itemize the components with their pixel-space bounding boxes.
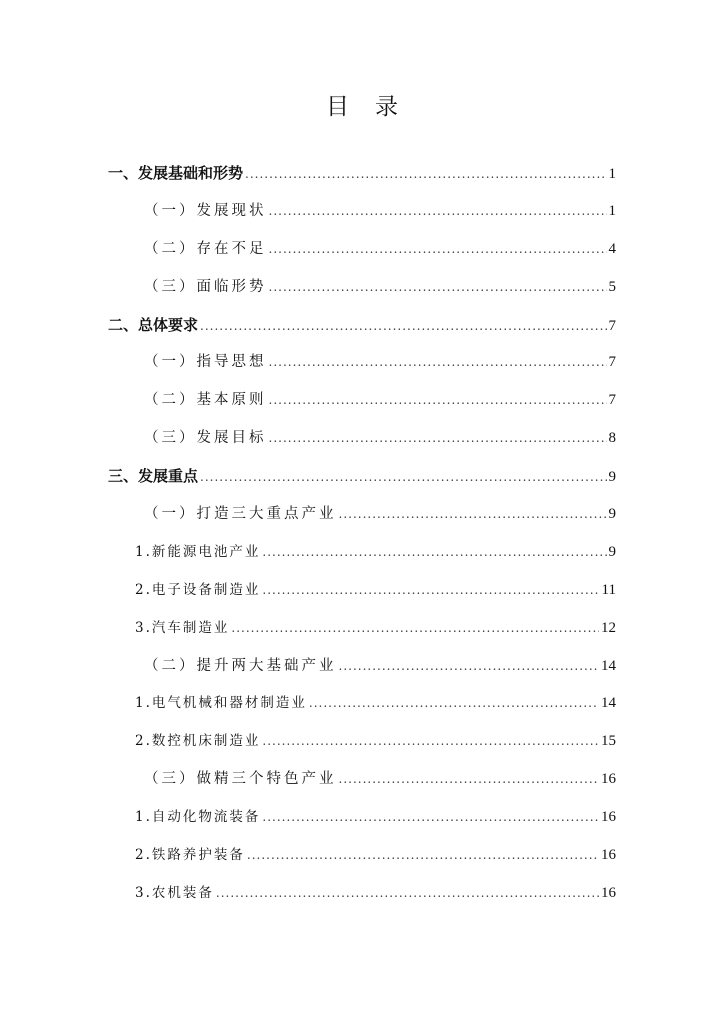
toc-entry[interactable] <box>108 231 616 269</box>
toc-entry[interactable] <box>108 610 616 648</box>
toc-entry-label: 2.数控机床制造业 <box>135 733 261 750</box>
dot-leader <box>262 572 599 610</box>
dot-leader <box>247 837 599 875</box>
toc-entry-label: 三、发展重点 <box>108 467 199 486</box>
toc-entry-page: 16 <box>601 771 616 788</box>
toc-entry[interactable] <box>108 761 616 799</box>
toc-entry-page: 1 <box>608 166 616 182</box>
dot-leader <box>269 269 607 307</box>
toc-entry[interactable] <box>108 496 616 534</box>
toc-entry[interactable] <box>108 685 616 723</box>
toc-entry-label: 二、总体要求 <box>108 315 199 334</box>
toc-entry-label: 2.铁路养护装备 <box>135 847 245 864</box>
toc-entry-page: 9 <box>608 543 616 560</box>
toc-entry-label: 3.农机装备 <box>135 884 214 901</box>
toc-entry[interactable] <box>108 572 616 610</box>
toc-entry[interactable] <box>108 837 616 875</box>
dot-leader <box>269 382 607 420</box>
toc-entry[interactable] <box>108 382 616 420</box>
toc-entry-label: 一、发展基础和形势 <box>108 164 244 182</box>
toc-entry[interactable] <box>108 269 616 307</box>
toc-entry[interactable] <box>108 723 616 761</box>
dot-leader <box>216 875 599 913</box>
toc-entry[interactable] <box>108 534 616 572</box>
dot-leader <box>309 685 599 723</box>
dot-leader <box>231 610 599 648</box>
toc-entry-page: 8 <box>608 430 616 447</box>
toc-entry-label: 1.自动化物流装备 <box>135 809 261 826</box>
toc-entry-label: （一）打造三大重点产业 <box>144 506 337 523</box>
dot-leader <box>245 156 606 194</box>
toc-entry-label: 3.汽车制造业 <box>135 619 230 636</box>
toc-entry-label: （一）指导思想 <box>144 354 267 371</box>
dot-leader <box>200 308 606 346</box>
dot-leader <box>200 459 606 497</box>
toc-entry-label: 1.新能源电池产业 <box>135 543 261 560</box>
toc-entry-page: 14 <box>601 695 616 712</box>
dot-leader <box>339 496 607 534</box>
dot-leader <box>269 193 607 231</box>
toc-entry-page: 15 <box>601 733 616 750</box>
toc-entry-page: 1 <box>608 202 616 219</box>
dot-leader <box>269 420 607 458</box>
toc-entry-label: （二）提升两大基础产业 <box>144 657 337 674</box>
dot-leader <box>262 799 599 837</box>
toc-entry[interactable] <box>108 193 616 231</box>
table-of-contents <box>108 155 616 913</box>
toc-entry[interactable] <box>108 648 616 686</box>
toc-entry-page: 9 <box>608 506 616 523</box>
toc-entry-label: 1.电气机械和器材制造业 <box>135 695 307 712</box>
toc-entry[interactable] <box>108 799 616 837</box>
dot-leader <box>339 761 600 799</box>
toc-entry-page: 7 <box>608 317 616 334</box>
toc-entry-page: 16 <box>601 847 616 864</box>
toc-entry-page: 16 <box>601 884 616 901</box>
toc-entry[interactable] <box>108 875 616 913</box>
toc-entry-page: 4 <box>608 240 616 257</box>
toc-entry-label: （三）发展目标 <box>144 430 267 447</box>
toc-entry[interactable] <box>108 420 616 458</box>
document-title: 目录 <box>326 94 424 120</box>
toc-entry-label: （二）基本原则 <box>144 392 267 409</box>
toc-entry-page: 7 <box>608 354 616 371</box>
toc-entry-label: 2.电子设备制造业 <box>135 581 261 598</box>
toc-entry-page: 12 <box>601 619 616 636</box>
dot-leader <box>262 534 606 572</box>
dot-leader <box>339 648 600 686</box>
toc-entry-page: 16 <box>601 809 616 826</box>
toc-entry-page: 14 <box>601 657 616 674</box>
toc-entry-page: 9 <box>608 469 616 486</box>
toc-entry-page: 7 <box>608 392 616 409</box>
dot-leader <box>269 344 607 382</box>
toc-entry[interactable] <box>108 155 616 193</box>
toc-entry[interactable] <box>108 344 616 382</box>
toc-entry-label: （一）发展现状 <box>144 202 267 219</box>
toc-entry[interactable] <box>108 458 616 496</box>
toc-entry[interactable] <box>108 307 616 345</box>
toc-entry-page: 5 <box>608 278 616 295</box>
toc-entry-page: 11 <box>601 581 616 598</box>
toc-entry-label: （二）存在不足 <box>144 240 267 257</box>
dot-leader <box>269 231 607 269</box>
toc-entry-label: （三）做精三个特色产业 <box>144 771 337 788</box>
toc-entry-label: （三）面临形势 <box>144 278 267 295</box>
dot-leader <box>262 723 599 761</box>
